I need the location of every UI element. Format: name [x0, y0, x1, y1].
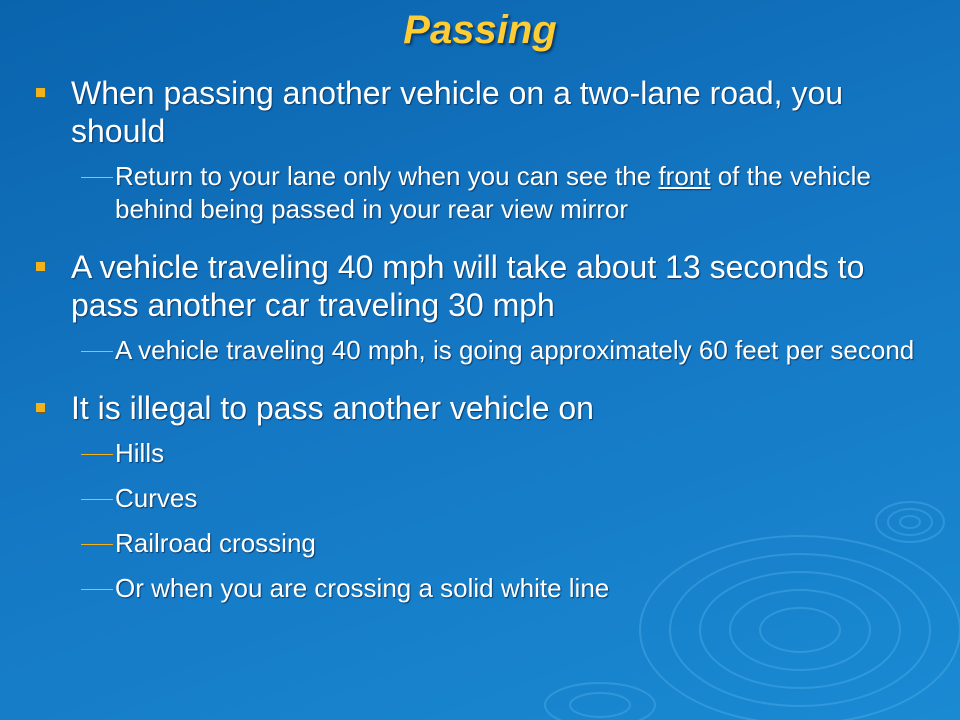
sub-bullet-text: A vehicle traveling 40 mph, is going approximately 60 feet per second [115, 335, 915, 365]
sub-bullet-text: Or when you are crossing a solid white line [115, 573, 610, 603]
dash-bullet-icon [81, 454, 113, 455]
sub-bullet-item [34, 334, 934, 367]
bullet-item [34, 74, 934, 150]
sub-bullet-text: Curves [115, 483, 198, 513]
sub-bullet-item [34, 160, 934, 226]
sub-bullet-text-after: of the vehicle behind being passed in your rear view mirror [115, 161, 871, 224]
square-bullet-icon [36, 262, 45, 271]
sub-bullet-text: Railroad crossing [115, 528, 316, 558]
sub-bullet-text-before: Return to your lane only when you can see the [115, 161, 659, 191]
sub-bullet-underlined-word: front [658, 161, 711, 191]
dash-bullet-icon [81, 544, 113, 545]
bullet-text: It is illegal to pass another vehicle on [71, 390, 594, 426]
square-bullet-icon [36, 403, 45, 412]
bullet-text: A vehicle traveling 40 mph will take about 13 seconds to pass another car traveling 30 mph [71, 249, 865, 323]
slide-title: Passing [403, 8, 557, 52]
dash-bullet-icon [81, 589, 113, 590]
dash-bullet-icon [81, 499, 113, 500]
sub-bullet-text: Hills [115, 438, 165, 468]
dash-bullet-icon [81, 351, 113, 352]
sub-bullet-item [34, 437, 934, 470]
sub-bullet-item [34, 572, 934, 605]
square-bullet-icon [36, 88, 45, 97]
dash-bullet-icon [81, 177, 113, 178]
bullet-item [34, 389, 934, 427]
bullet-text: When passing another vehicle on a two-lane road, you should [71, 75, 844, 149]
sub-bullet-item [34, 482, 934, 515]
slide-content [34, 74, 934, 617]
sub-bullet-item [34, 527, 934, 560]
bullet-item [34, 248, 934, 324]
